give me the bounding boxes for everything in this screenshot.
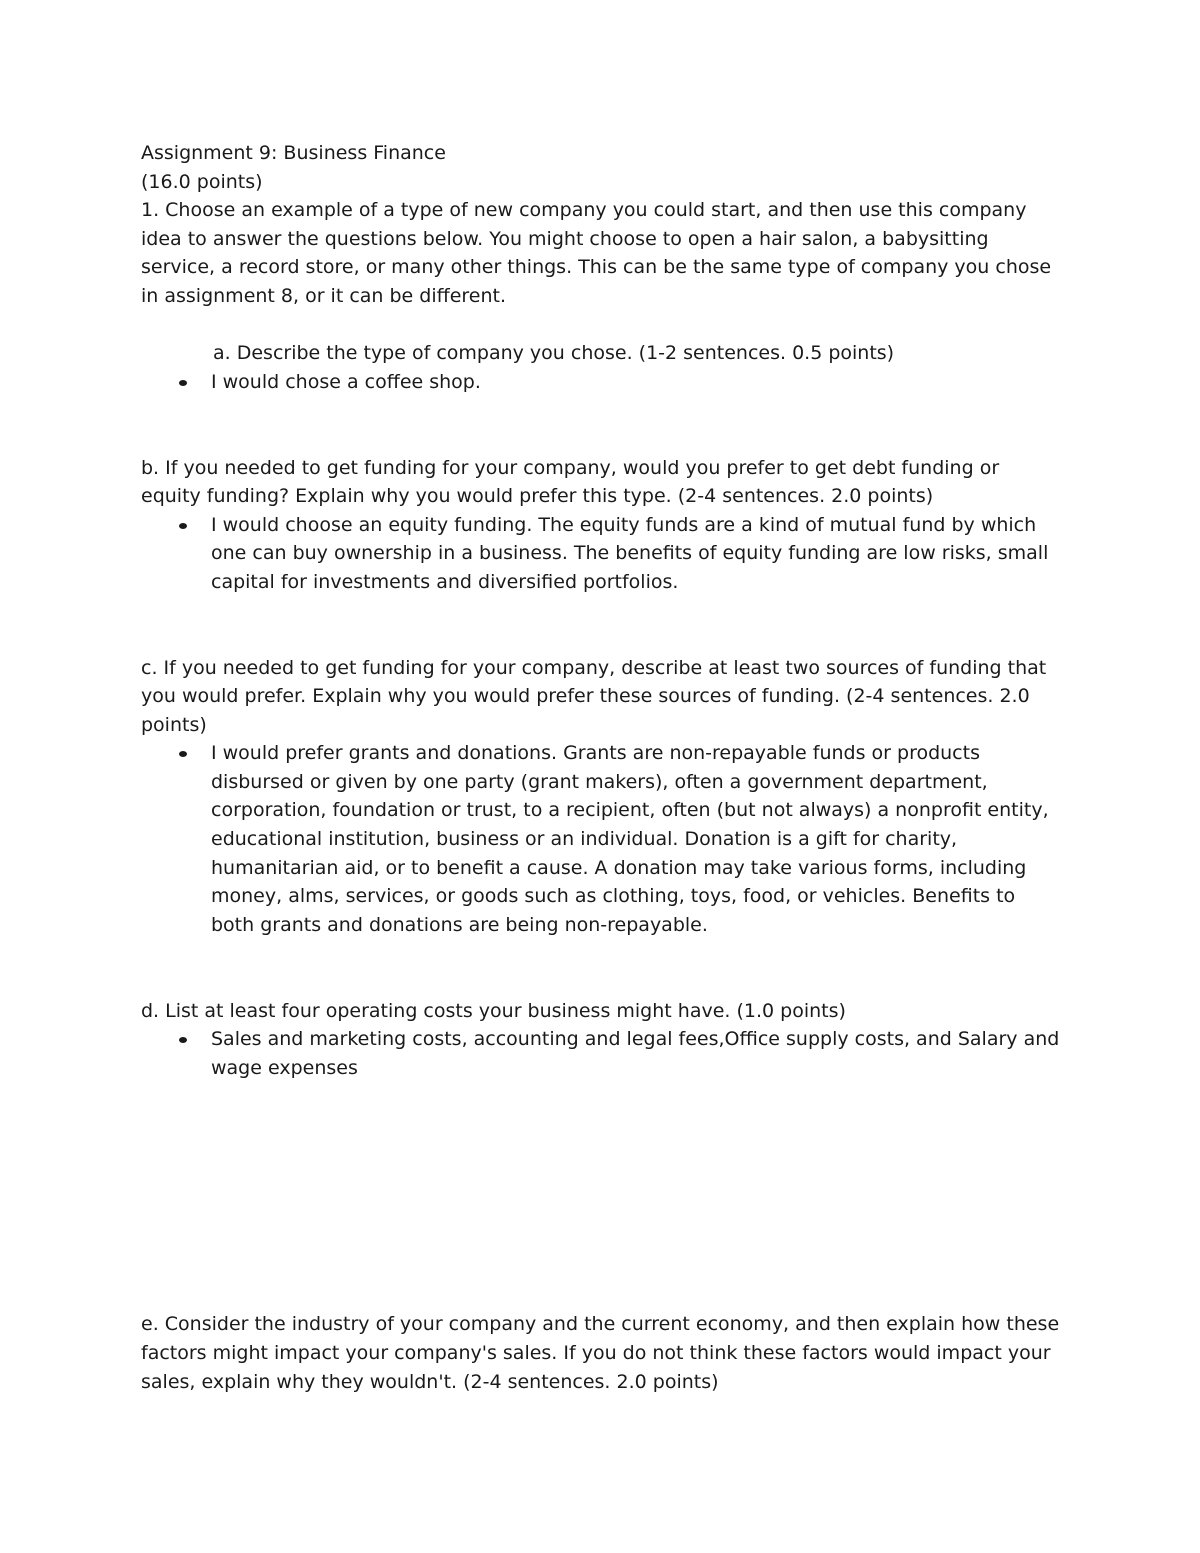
answer-d-text: Sales and marketing costs, accounting and legal fees,Office supply costs, and Salary and wage expenses <box>211 1028 1060 1079</box>
question-b-prompt: b. If you needed to get funding for your company, would you prefer to get debt funding or equity funding? Explain why you would prefer this type. (2-4 sentences. 2.0 points) <box>141 456 1006 508</box>
question-e-prompt: e. Consider the industry of your company and the current economy, and then explain how these factors might impact your company's sales. If you do not think these factors would impact your sales, explain why they wouldn't. (2-4 sentences. 2.0 points) <box>141 1313 1066 1393</box>
bullet-icon <box>179 523 187 529</box>
question-c-prompt: c. If you needed to get funding for your company, describe at least two sources of funding that you would prefer. Explain why you would prefer these sources of funding. (2-4 sentences. 2.0 points) <box>141 656 1053 736</box>
question-d-prompt: d. List at least four operating costs your business might have. (1.0 points) <box>141 999 846 1022</box>
answer-c <box>141 739 1061 939</box>
answer-d-list <box>141 1025 1061 1082</box>
bullet-icon <box>179 1037 187 1043</box>
points-total: (16.0 points) <box>141 170 263 193</box>
bullet-icon <box>179 751 187 757</box>
question-a-prompt: a. Describe the type of company you chose. (1-2 sentences. 0.5 points) <box>213 342 895 365</box>
assignment-title: Assignment 9: Business Finance <box>141 142 446 164</box>
question-1-text: 1. Choose an example of a type of new company you could start, and then use this company idea to answer the questions below. You might choose to open a hair salon, a babysitting service, a record store, or many other things. This can be the same type of company you chose in assignment 8, or it can be different. <box>141 199 1058 307</box>
answer-b-text: I would choose an equity funding. The equity funds are a kind of mutual fund by which one can buy ownership in a business. The benefits of equity funding are low risks, small capital for investments and diversified portfolios. <box>211 513 1049 593</box>
bullet-icon <box>179 380 187 386</box>
document-page <box>141 139 1066 1396</box>
answer-b <box>141 511 1061 597</box>
answer-a-text: I would chose a coffee shop. <box>211 370 481 393</box>
answer-d <box>141 1025 1061 1082</box>
answer-c-list <box>141 739 1061 939</box>
answer-a <box>141 368 1061 397</box>
answer-b-list <box>141 511 1061 597</box>
answer-c-text: I would prefer grants and donations. Grants are non-repayable funds or products disbursed or given by one party (grant makers), often a government department, corporation, foundation or trust, to a recipient, often (but not always) a nonprofit entity, educational institution, business or an individual. Donation is a gift for charity, humanitarian aid, or to benefit a cause. A donation may take various forms, including money, alms, services, or goods such as clothing, toys, food, or vehicles. Benefits to both grants and donations are being non-repayable. <box>211 742 1049 936</box>
answer-a-list <box>141 368 1061 397</box>
